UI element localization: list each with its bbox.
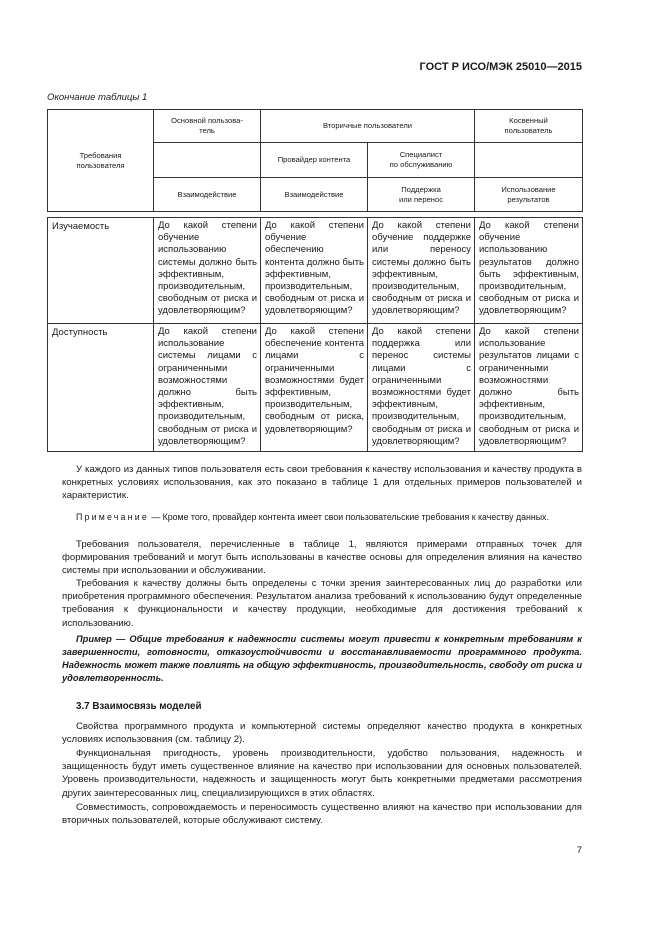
note-label: Примечание — [76, 512, 149, 522]
section-heading-3-7: 3.7 Взаимосвязь моделей — [76, 701, 202, 712]
table-cell: До какой степени обучение использованию результатов должно быть эффективным, производительным, свободным от риска и удовлетворяющим? — [475, 218, 583, 324]
row-label-learnability: Изучаемость — [48, 218, 154, 324]
note-content-provider — [62, 511, 582, 523]
paragraph-compatibility: Совместимость, сопровождаемость и переносимость существенно влияют на качество при использовании для вторичных пользователей, которые обслуживают систему. — [62, 802, 582, 827]
header-primary-user: Основной пользова- тель — [154, 110, 261, 143]
paragraph-product-properties: Свойства программного продукта и компьютерной системы определяют качество продукта в конкретных условиях использования (см. таблицу 2). — [62, 721, 582, 746]
paragraph-quality-requirements: Требования к качеству должны быть определены с точки зрения заинтересованных лиц до разработки или приобретения программного обеспечения. Результатом анализа требований к использованию будут определенные требования к функциональности и качеству продукции, необходимые для достижения требований к использованию. — [62, 578, 582, 629]
header-activity-support: Поддержка или перенос — [368, 178, 475, 212]
table-row — [48, 218, 583, 324]
page-number: 7 — [576, 845, 582, 856]
table-cell: До какой степени обеспечение контента лицами с ограниченными возможностями будет эффективным, производительным, свободным от риска, удовлетворяющим? — [261, 324, 368, 452]
table-cell: До какой степени использование результатов лицами с ограниченными возможностями должно быть эффективным, производительным, свободным от риска и удовлетворяющим? — [475, 324, 583, 452]
note-text: — Кроме того, провайдер контента имеет свои пользовательские требования к качеству данных. — [148, 512, 549, 522]
table-cell: До какой степени использование системы лицами с ограниченными возможностями должно быть эффективным, производительным, свободным от риска и удовлетворяющим? — [154, 324, 261, 452]
header-primary-blank — [154, 143, 261, 178]
header-user-requirements: Требования пользователя — [48, 110, 154, 212]
user-requirements-table — [47, 109, 583, 452]
header-activity-interaction-2: Взаимодействие — [261, 178, 368, 212]
row-label-accessibility: Доступность — [48, 324, 154, 452]
header-indirect-user: Косвенный пользователь — [475, 110, 583, 143]
example-reliability: Пример — Общие требования к надежности системы могут привести к конкретным требованиям к завершенности, готовности, отказоустойчивости и восстанавливаемости программного продукта. Надежность может также повлиять на общую эффективность, производительность, свободу от риска и удовлетворенность. — [62, 634, 582, 683]
header-activity-results: Использование результатов — [475, 178, 583, 212]
table-cell: До какой степени обучение использованию системы должно быть эффективным, производительным, свободным от риска и удовлетворяющим? — [154, 218, 261, 324]
header-content-provider: Провайдер контента — [261, 143, 368, 178]
table-cell: До какой степени обучение обеспечению контента должно быть эффективным, производительным, свободным от риска и удовлетворяющим? — [261, 218, 368, 324]
header-activity-interaction-1: Взаимодействие — [154, 178, 261, 212]
header-maintenance-specialist: Специалист по обслуживанию — [368, 143, 475, 178]
header-secondary-users: Вторичные пользователи — [261, 110, 475, 143]
table-cell: До какой степени поддержка или перенос системы лицами с ограниченными возможностями будет эффективным, производительным, свободным от риска и удовлетворяющим? — [368, 324, 475, 452]
paragraph-user-types: У каждого из данных типов пользователя есть свои требования к качеству использования и качеству продукта в конкретных условиях использования, как это показано в таблице 1 для отдельных примеров пользователей и характеристик. — [62, 464, 582, 502]
table-row — [48, 324, 583, 452]
table-caption: Окончание таблицы 1 — [47, 92, 148, 103]
paragraph-requirements-examples: Требования пользователя, перечисленные в таблице 1, являются примерами отправных точек для формирования требований и могут быть использованы в качестве основы для определения влияния на качество системы при использовании и обслуживании. — [62, 539, 582, 577]
document-header-id: ГОСТ Р ИСО/МЭК 25010—2015 — [419, 61, 582, 73]
table-cell: До какой степени обучение поддержке или переносу системы должно быть эффективным, производительным, свободным от риска и удовлетворяющим? — [368, 218, 475, 324]
paragraph-functional-suitability: Функциональная пригодность, уровень производительности, удобство пользования, надежность и защищенность будут иметь существенное влияние на качество при использовании для основных пользователей. Уровень производительности, надежность и защищенность могут быть конкретными предметами рассмотрения других заинтересованных лиц, специализирующихся в этих областях. — [62, 748, 582, 799]
header-indirect-blank — [475, 143, 583, 178]
